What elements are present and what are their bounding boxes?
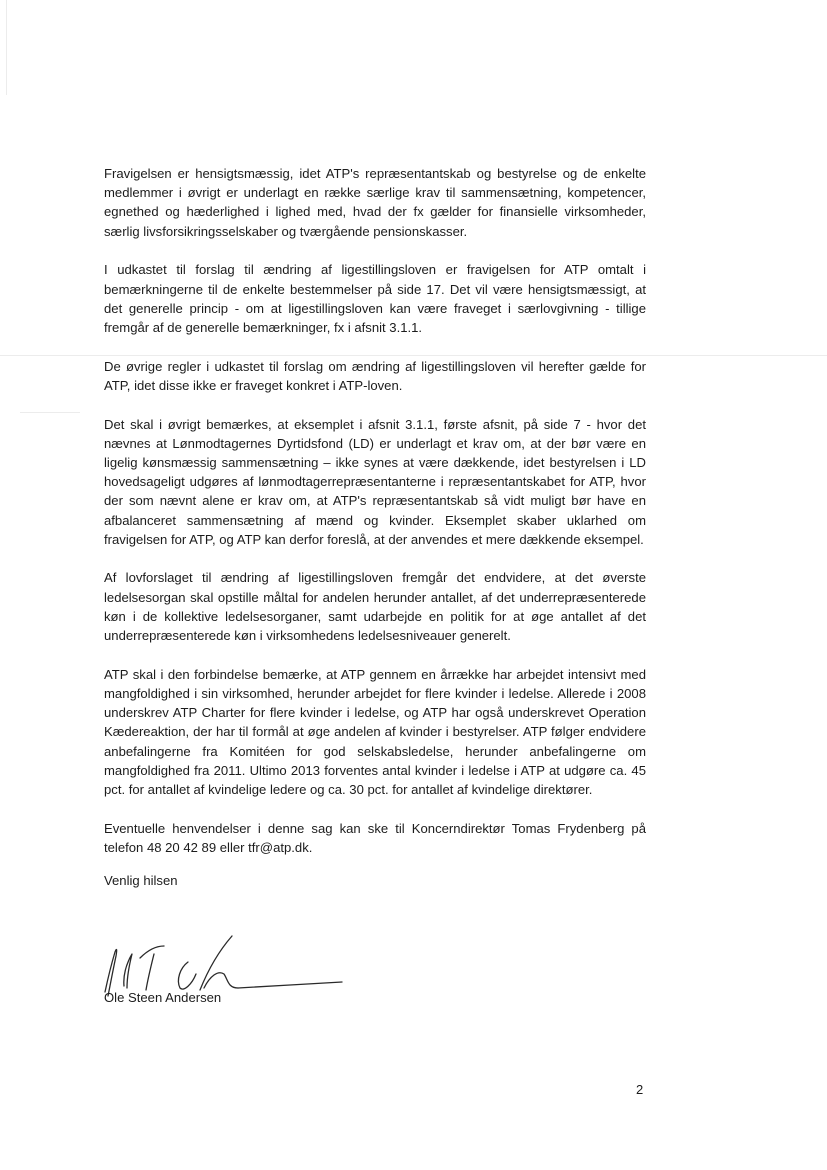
paragraph: Det skal i øvrigt bemærkes, at eksemplet i afsnit 3.1.1, første afsnit, på side 7 - hvor det nævnes at Lønmodtagernes Dyrtidsfond (LD) er underlagt et krav om, at der bør være en ligelig kønsmæssig sammensætning – ikke synes at være dækkende, idet bestyrelsen i LD hovedsageligt udgøres af lønmodtagerrepræsentanterne i repræsentantskabet for ATP, hvor der som nævnt alene er krav om, at ATP's repræsentantskab så vidt muligt bør have en afbalanceret sammensætning af mænd og kvinder. Eksemplet skaber uklarhed om fravigelsen for ATP, og ATP kan derfor foreslå, at der anvendes et mere dækkende eksempel. — [104, 416, 646, 547]
letter-body — [104, 164, 646, 890]
paragraph: ATP skal i den forbindelse bemærke, at ATP gennem en årrække har arbejdet intensivt med mangfoldighed i sin virksomhed, herunder arbejdet for flere kvinder i ledelse. Allerede i 2008 underskrev ATP Charter for flere kvinder i ledelse, og ATP har også underskrevet Operation Kædereaktion, der har til formål at øge andelen af kvinder i bestyrelser. ATP følger endvidere anbefalingerne fra Komitéen for god selskabsledelse, herunder anbefalingerne om mangfoldighed fra 2011. Ultimo 2013 forventes antal kvinder i ledelse i ATP at udgøre ca. 45 pct. for antallet af kvindelige ledere og ca. 30 pct. for antallet af kvindelige direktører. — [104, 666, 646, 797]
paragraph: Eventuelle henvendelser i denne sag kan ske til Koncerndirektør Tomas Frydenberg på telefon 48 20 42 89 eller tfr@atp.dk. — [104, 820, 646, 855]
signer-name: Ole Steen Andersen — [104, 990, 222, 1005]
scan-artifact-line — [6, 0, 7, 95]
scan-artifact-line — [20, 412, 80, 413]
paragraph: De øvrige regler i udkastet til forslag om ændring af ligestillingsloven vil herefter gælde for ATP, idet disse ikke er fraveget konkret i ATP-loven. — [104, 358, 646, 393]
page-number: 2 — [636, 1082, 644, 1097]
paragraph: I udkastet til forslag til ændring af ligestillingsloven er fravigelsen for ATP omtalt i bemærkningerne til de enkelte bestemmelser på side 17. Det vil være hensigtsmæssigt, at det generelle princip - om at ligestillingsloven kan være fraveget i særlovgivning - tillige fremgår af de generelle bemærkninger, fx i afsnit 3.1.1. — [104, 262, 646, 335]
closing-greeting: Venlig hilsen — [104, 873, 178, 889]
paragraph: Af lovforslaget til ændring af ligestillingsloven fremgår det endvidere, at det øverste ledelsesorgan skal opstille måltal for andelen herunder antallet, af det underrepræsenterede køn i de kollektive ledelsesorganer, samt udarbejde en politik for at øge antallet af det underrepræsenterede køn i virksomhedens ledelsesniveauer generelt. — [104, 570, 646, 644]
paragraph: Fravigelsen er hensigtsmæssig, idet ATP's repræsentantskab og bestyrelse og de enkelte medlemmer i øvrigt er underlagt en række særlige krav til sammensætning, kompetencer, egnethed og hæderlighed i lighed med, hvad der fx gælder for finansielle virksomheder, særlig livsforsikringsselskaber og tværgående pensionskasser. — [104, 166, 646, 239]
